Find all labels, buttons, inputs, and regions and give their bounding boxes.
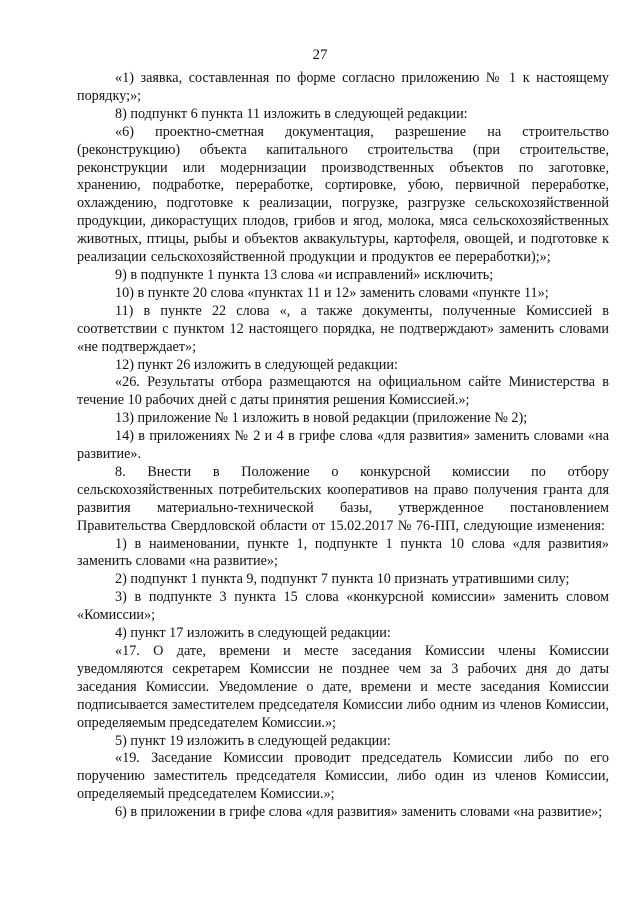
paragraph: «6) проектно-сметная документация, разрешение на строительство (реконструкцию) объекта капитального строительства (при строительстве, реконструкции или модернизации производственных объектов по заготовке, хранению, подработке, переработке, сортировке, убою, первичной переработке, охлаждению, подготовке к реализации, погрузке, разгрузке сельскохозяйственной продукции, дикорастущих плодов, грибов и ягод, молока, мяса сельскохозяйственных животных, птицы, рыбы и объектов аквакультуры, картофеля, овощей, и подготовке к реализации сельскохозяйственной продукции и продуктов ее переработки);»; bbox=[77, 123, 609, 266]
paragraph: 8) подпункт 6 пункта 11 изложить в следующей редакции: bbox=[115, 105, 468, 122]
paragraph: 13) приложение № 1 изложить в новой редакции (приложение № 2); bbox=[115, 410, 528, 427]
paragraph: 5) пункт 19 изложить в следующей редакции: bbox=[115, 732, 391, 749]
paragraph: 9) в подпункте 1 пункта 13 слова «и исправлений» исключить; bbox=[115, 266, 494, 283]
paragraph: 3) в подпункте 3 пункта 15 слова «конкурсной комиссии» заменить словом «Комиссии»; bbox=[77, 589, 609, 624]
document-body bbox=[77, 70, 609, 822]
paragraph: 12) пункт 26 изложить в следующей редакции: bbox=[115, 356, 398, 373]
paragraph: 11) в пункте 22 слова «, а также документы, полученные Комиссией в соответствии с пунктом 12 настоящего порядка, не подтверждают» заменить словами «не подтверждает»; bbox=[77, 302, 609, 355]
paragraph: 14) в приложениях № 2 и 4 в грифе слова «для развития» заменить словами «на развитие». bbox=[77, 428, 609, 463]
paragraph: «19. Заседание Комиссии проводит председатель Комиссии либо по его поручению заместитель председателя Комиссии, либо один из членов Комиссии, определяемый председателем Комиссии.»; bbox=[77, 750, 609, 803]
paragraph: 10) в пункте 20 слова «пунктах 11 и 12» заменить словами «пункте 11»; bbox=[115, 284, 549, 301]
paragraph: 4) пункт 17 изложить в следующей редакции: bbox=[115, 625, 391, 642]
page-number: 27 bbox=[312, 47, 328, 63]
paragraph: 1) в наименовании, пункте 1, подпункте 1 пункта 10 слова «для развития» заменить словами «на развитие»; bbox=[77, 535, 609, 570]
paragraph: «1) заявка, составленная по форме согласно приложению № 1 к настоящему порядку;»; bbox=[77, 70, 609, 104]
paragraph: 6) в приложении в грифе слова «для развития» заменить словами «на развитие»; bbox=[115, 804, 603, 821]
paragraph: «17. О дате, времени и месте заседания Комиссии члены Комиссии уведомляются секретарем Комиссии не позднее чем за 3 рабочих дня до даты заседания Комиссии. Уведомление о дате, времени и месте заседания Комиссии подписывается заместителем председателя Комиссии либо одним из членов Комиссии, определяемым председателем Комиссии.»; bbox=[77, 643, 609, 731]
paragraph: «26. Результаты отбора размещаются на официальном сайте Министерства в течение 10 рабочих дней с даты принятия решения Комиссией.»; bbox=[77, 374, 609, 409]
paragraph: 2) подпункт 1 пункта 9, подпункт 7 пункта 10 признать утратившими силу; bbox=[115, 571, 570, 588]
paragraph: 8. Внести в Положение о конкурсной комиссии по отбору сельскохозяйственных потребительских кооперативов на право получения гранта для развития материально-технической базы, утвержденное постановлением Правительства Свердловской области от 15.02.2017 № 76-ПП, следующие изменения: bbox=[77, 463, 609, 534]
